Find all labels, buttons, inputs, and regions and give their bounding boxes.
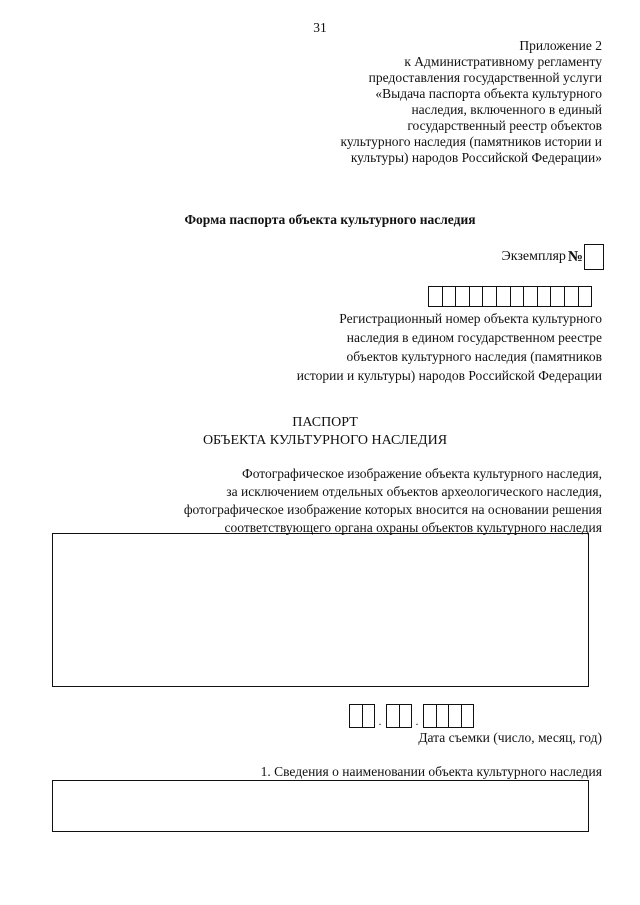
section-1-title: 1. Сведения о наименовании объекта культурного наследия [260, 764, 602, 779]
date-month-cells[interactable] [386, 704, 411, 728]
annex-line: к Административному регламенту [404, 54, 602, 69]
annex-line: предоставления государственной услуги [368, 70, 602, 85]
registration-number-cell[interactable] [428, 286, 443, 307]
date-caption: Дата съемки (число, месяц, год) [418, 730, 602, 745]
annex-line: Приложение 2 [519, 38, 602, 53]
registration-number-cell[interactable] [455, 286, 470, 307]
photo-caption-line: Фотографическое изображение объекта культурного наследия, [242, 466, 602, 481]
passport-title-line2: ОБЪЕКТА КУЛЬТУРНОГО НАСЛЕДИЯ [202, 433, 448, 448]
photo-caption-line: фотографическое изображение которых вносится на основании решения [183, 502, 602, 517]
photo-caption-line: соответствующего органа охраны объектов культурного наследия [224, 520, 602, 535]
number-sign: № [567, 248, 583, 265]
passport-title [0, 414, 640, 450]
date-cell[interactable] [436, 704, 450, 728]
date-cell[interactable] [423, 704, 437, 728]
date-cell[interactable] [448, 704, 462, 728]
date-cell[interactable] [399, 704, 413, 728]
date-separator: . [378, 714, 382, 728]
date-day-cells[interactable] [349, 704, 374, 728]
registration-number-cell[interactable] [442, 286, 457, 307]
registration-caption-line: Регистрационный номер объекта культурного [339, 311, 602, 326]
page-number: 31 [313, 20, 327, 35]
date-cell[interactable] [349, 704, 363, 728]
annex-line: культуры) народов Российской Федерации» [350, 150, 602, 165]
registration-number-cell[interactable] [482, 286, 497, 307]
date-cell[interactable] [362, 704, 376, 728]
copy-number-row [502, 244, 604, 270]
object-name-field[interactable] [52, 780, 589, 832]
registration-caption [297, 309, 602, 385]
registration-caption-line: истории и культуры) народов Российской Федерации [296, 368, 602, 383]
date-cell[interactable] [386, 704, 400, 728]
annex-line: наследия, включенного в единый [411, 102, 602, 117]
annex-line: «Выдача паспорта объекта культурного [375, 86, 602, 101]
date-cell[interactable] [461, 704, 475, 728]
annex-line: государственный реестр объектов [407, 118, 602, 133]
photo-frame[interactable] [52, 533, 589, 687]
annex-header [340, 38, 602, 166]
copy-number-field[interactable] [584, 244, 604, 270]
shooting-date-field [349, 704, 473, 728]
registration-number-cell[interactable] [578, 286, 593, 307]
registration-number-cell[interactable] [550, 286, 565, 307]
passport-title-line1: ПАСПОРТ [292, 415, 358, 430]
photo-caption-line: за исключением отдельных объектов археологического наследия, [226, 484, 602, 499]
registration-number-cell[interactable] [523, 286, 538, 307]
registration-number-cell[interactable] [496, 286, 511, 307]
registration-caption-line: наследия в едином государственном реестре [346, 330, 602, 345]
registration-number-cell[interactable] [564, 286, 579, 307]
photo-caption [184, 465, 602, 537]
date-separator: . [415, 714, 419, 728]
form-title: Форма паспорта объекта культурного наследия [184, 212, 476, 227]
registration-number-cell[interactable] [537, 286, 552, 307]
registration-number-field[interactable] [428, 286, 591, 307]
registration-number-cell[interactable] [469, 286, 484, 307]
copy-label: Экземпляр [501, 249, 566, 264]
registration-number-cell[interactable] [510, 286, 525, 307]
annex-line: культурного наследия (памятников истории и [340, 134, 602, 149]
date-year-cells[interactable] [423, 704, 473, 728]
registration-caption-line: объектов культурного наследия (памятников [346, 349, 602, 364]
